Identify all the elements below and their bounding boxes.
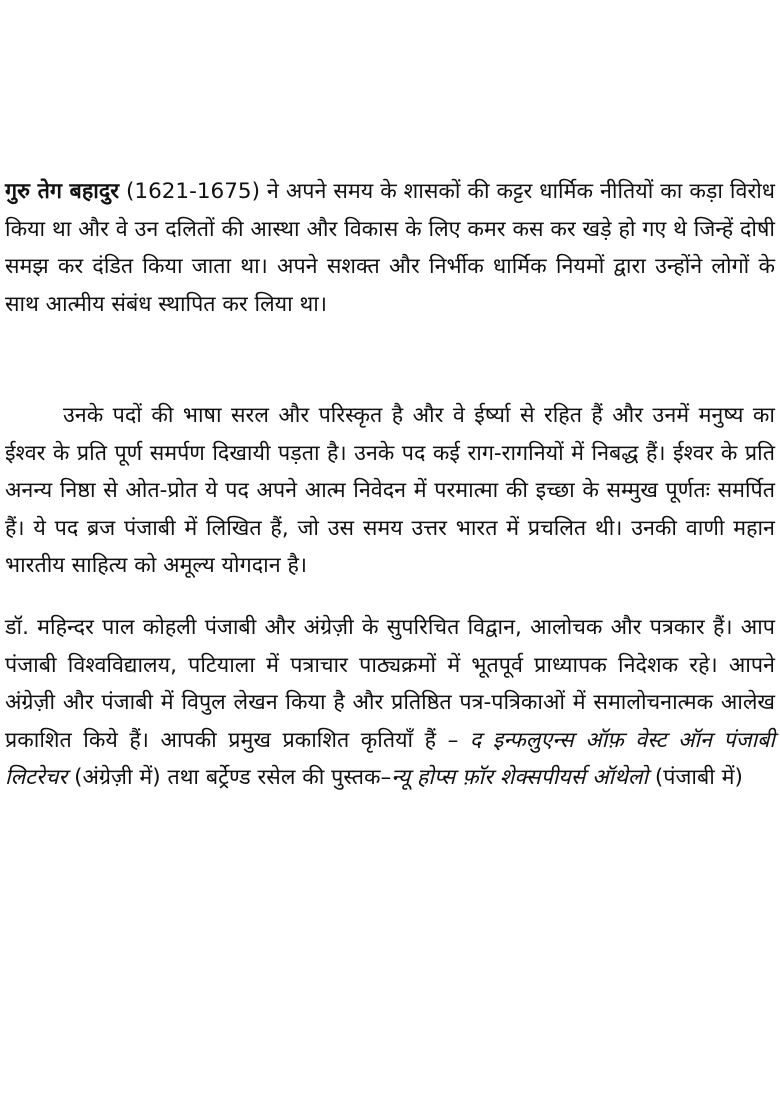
paragraph-guru-teg-bahadur <box>5 173 775 323</box>
paragraph-verses <box>5 397 775 585</box>
paragraph-3-text-b: (अंग्रेज़ी में) तथा बर्ट्रेण्ड रसेल की पुस्तक– <box>67 765 392 790</box>
paragraph-1-text: (1621-1675) ने अपने समय के शासकों की कट्टर धार्मिक नीतियों का कड़ा विरोध किया था और वे उन दलितों की आस्था और विकास के लिए कमर कस कर खड़े हो गए थे जिन्हें दोषी समझ कर दंडित किया जाता था। अपने सशक्त और निर्भीक धार्मिक नियमों द्वारा उन्होंने लोगों के साथ आत्मीय संबंध स्थापित कर लिया था। <box>5 179 775 317</box>
paragraph-3-text-c: (पंजाबी में) <box>648 765 743 790</box>
paragraph-2-text: उनके पदों की भाषा सरल और परिस्कृत है और वे ईर्ष्या से रहित हैं और उनमें मनुष्य का ईश्वर के प्रति पूर्ण समर्पण दिखायी पड़ता है। उनके पद कई राग-रागनियों में निबद्ध हैं। ईश्वर के प्रति अनन्य निष्ठा से ओत-प्रोत ये पद अपने आत्म निवेदन में परमात्मा की इच्छा के सम्मुख पूर्णतः समर्पित हैं। ये पद ब्रज पंजाबी में लिखित हैं, जो उस समय उत्तर भारत में प्रचलित थी। उनकी वाणी महान भारतीय साहित्य को अमूल्य योगदान है। <box>5 403 775 578</box>
paragraph-3-text-a: डॉ. महिन्दर पाल कोहली पंजाबी और अंग्रेज़ी के सुपरिचित विद्वान, आलोचक और पत्रकार हैं। आप पंजाबी विश्वविद्यालय, पटियाला में पत्राचार पाठ्यक्रमों में भूतपूर्व प्राध्यापक निदेशक रहे। आपने अंग्रेज़ी और पंजाबी में विपुल लेखन किया है और प्रतिष्ठित पत्र-पत्रिकाओं में समालोचनात्मक आलेख प्रकाशित किये हैं। आपकी प्रमुख प्रकाशित कृतियाँ हैं – <box>5 615 775 753</box>
work-title-2: न्यू होप्स फ़ॉर शेक्सपीयर्स ऑथेलो <box>391 765 649 790</box>
subject-name: गुरु तेग बहादुर <box>5 179 120 204</box>
paragraph-author-bio <box>5 609 775 797</box>
work-title-1: द इन्फलुएन्स ऑफ़ वेस्ट ऑन पंजाबी लिटरेचर <box>5 727 775 790</box>
